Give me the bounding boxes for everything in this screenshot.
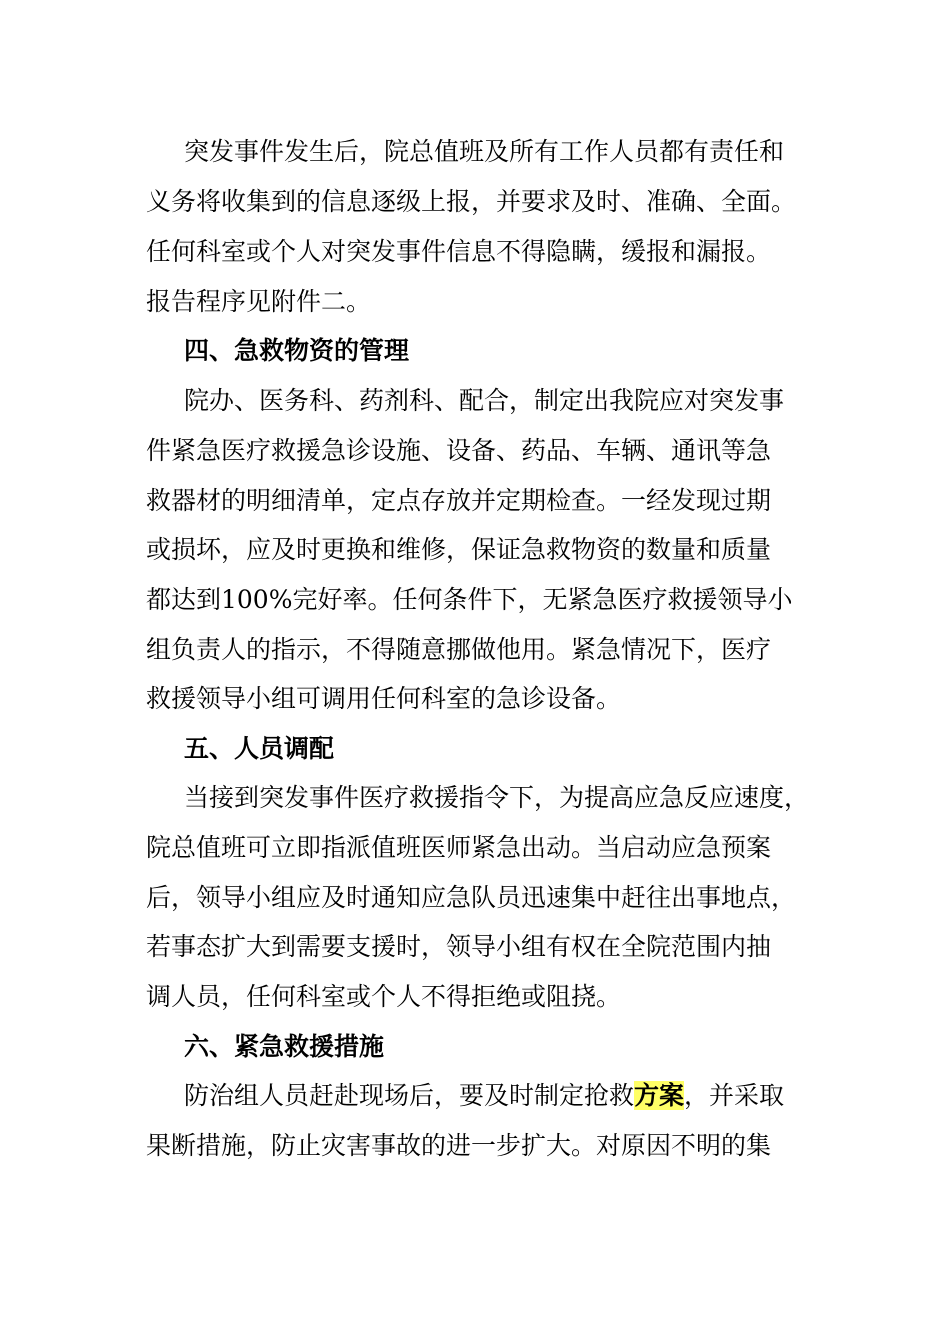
paragraph-line: 或损坏，应及时更换和维修，保证急救物资的数量和质量 — [146, 535, 772, 564]
paragraph-line: 任何科室或个人对突发事件信息不得隐瞒，缓报和漏报。 — [146, 237, 772, 266]
paragraph-line — [184, 1071, 804, 1121]
section-heading-5: 五、人员调配 — [184, 734, 335, 763]
paragraph-line: 报告程序见附件二。 — [146, 287, 372, 316]
paragraph-line: 救援领导小组可调用任何科室的急诊设备。 — [146, 684, 622, 713]
paragraph-text: ，并采取 — [684, 1081, 785, 1110]
paragraph-line: 义务将收集到的信息逐级上报，并要求及时、准确、全面。 — [146, 187, 797, 216]
paragraph-text: 防治组人员赶赴现场后，要及时制定抢救 — [184, 1081, 635, 1110]
paragraph-line: 突发事件发生后，院总值班及所有工作人员都有责任和 — [184, 137, 785, 166]
paragraph-line: 果断措施，防止灾害事故的进一步扩大。对原因不明的集 — [146, 1131, 772, 1160]
section-heading-4: 四、急救物资的管理 — [184, 336, 410, 365]
paragraph-line: 当接到突发事件医疗救援指令下，为提高应急反应速度， — [184, 783, 810, 812]
paragraph-line: 后，领导小组应及时通知应急队员迅速集中赶往出事地点， — [146, 883, 797, 912]
highlighted-text: 方案 — [634, 1081, 685, 1110]
paragraph-line: 组负责人的指示，不得随意挪做他用。紧急情况下，医疗 — [146, 635, 772, 664]
paragraph-line: 件紧急医疗救援急诊设施、设备、药品、车辆、通讯等急 — [146, 436, 772, 465]
paragraph-line: 都达到100%完好率。任何条件下，无紧急医疗救援领导小 — [146, 585, 793, 614]
paragraph-line: 若事态扩大到需要支援时，领导小组有权在全院范围内抽 — [146, 932, 772, 961]
paragraph-line: 院总值班可立即指派值班医师紧急出动。当启动应急预案 — [146, 833, 772, 862]
paragraph-line: 救器材的明细清单，定点存放并定期检查。一经发现过期 — [146, 486, 772, 515]
section-heading-6: 六、紧急救援措施 — [184, 1032, 385, 1061]
paragraph-line: 院办、医务科、药剂科、配合，制定出我院应对突发事 — [184, 386, 785, 415]
paragraph-line: 调人员，任何科室或个人不得拒绝或阻挠。 — [146, 982, 622, 1011]
